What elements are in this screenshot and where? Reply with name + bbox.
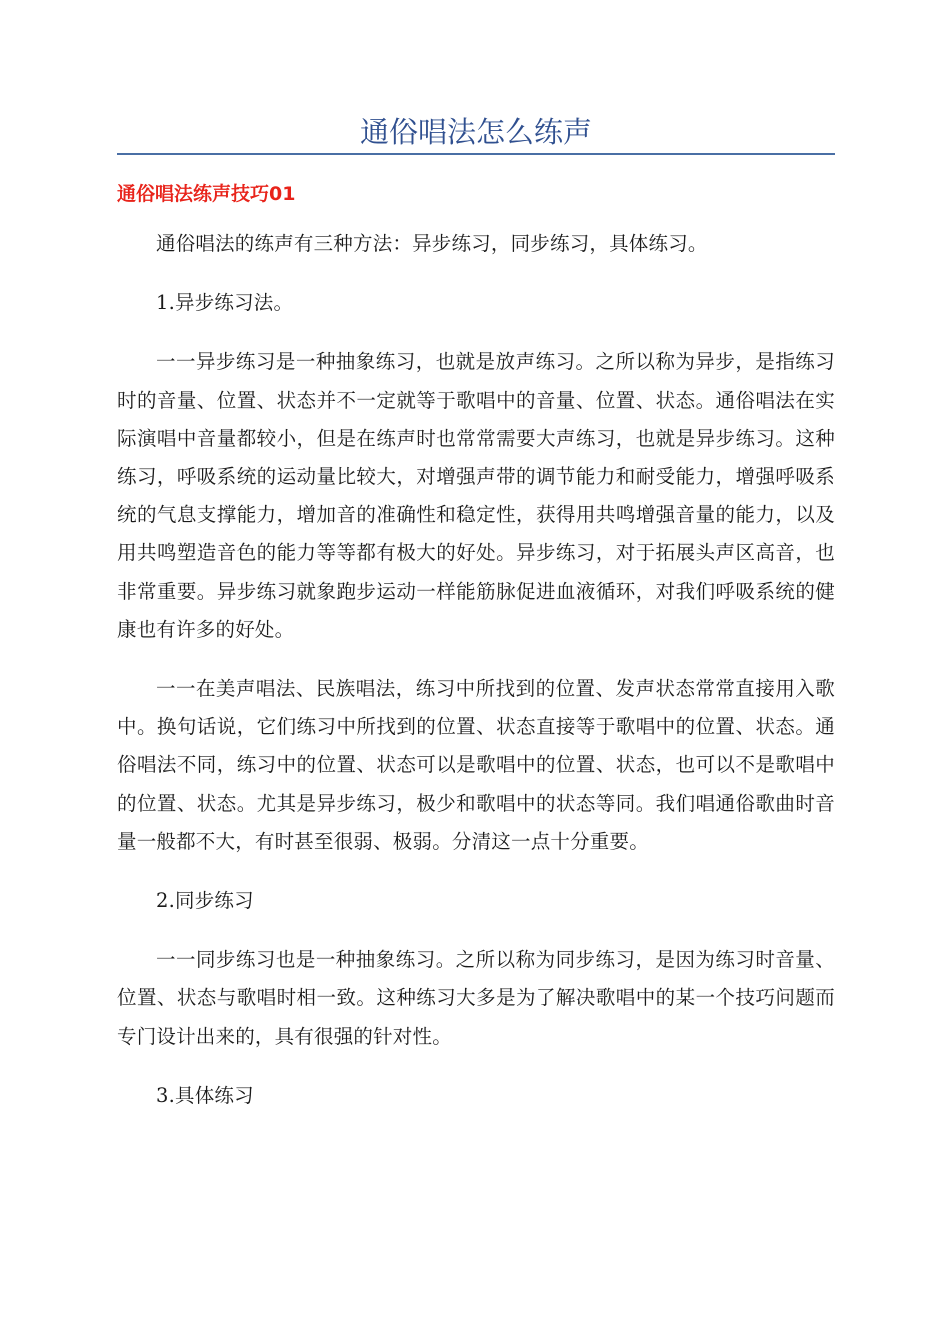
- paragraph-heading-2: 2.同步练习: [156, 889, 254, 913]
- title-underline: [117, 153, 835, 155]
- paragraph-async-practice: 一一异步练习是一种抽象练习，也就是放声练习。之所以称为异步，是指练习时的音量、位置、状态并不一定就等于歌唱中的音量、位置、状态。通俗唱法在实际演唱中音量都较小，但是在练声时也常常需要大声练习，也就是异步练习。这种练习，呼吸系统的运动量比较大，对增强声带的调节能力和耐受能力，增强呼吸系统的气息支撑能力，增加音的准确性和稳定性，获得用共鸣增强音量的能力，以及用共鸣塑造音色的能力等等都有极大的好处。异步练习，对于拓展头声区高音，也非常重要。异步练习就象跑步运动一样能筋脉促进血液循环，对我们呼吸系统的健康也有许多的好处。: [117, 350, 835, 641]
- paragraph-sync-practice: 一一同步练习也是一种抽象练习。之所以称为同步练习，是因为练习时音量、位置、状态与歌唱时相一致。这种练习大多是为了解决歌唱中的某一个技巧问题而专门设计出来的，具有很强的针对性。: [117, 948, 835, 1048]
- paragraph-heading-1: 1.异步练习法。: [156, 291, 294, 315]
- body-text: [117, 225, 835, 1136]
- paragraph-heading-3: 3.具体练习: [156, 1083, 254, 1107]
- document-title: 通俗唱法怎么练声: [359, 115, 592, 149]
- paragraph-singing-position: 一一在美声唱法、民族唱法，练习中所找到的位置、发声状态常常直接用入歌中。换句话说，它们练习中所找到的位置、状态直接等于歌唱中的位置、状态。通俗唱法不同，练习中的位置、状态可以是歌唱中的位置、状态，也可以不是歌唱中的位置、状态。尤其是异步练习，极少和歌唱中的状态等同。我们唱通俗歌曲时音量一般都不大，有时甚至很弱、极弱。分清这一点十分重要。: [117, 677, 835, 853]
- section-heading: 通俗唱法练声技巧01: [117, 183, 296, 205]
- paragraph-intro: 通俗唱法的练声有三种方法：异步练习，同步练习，具体练习。: [156, 232, 708, 255]
